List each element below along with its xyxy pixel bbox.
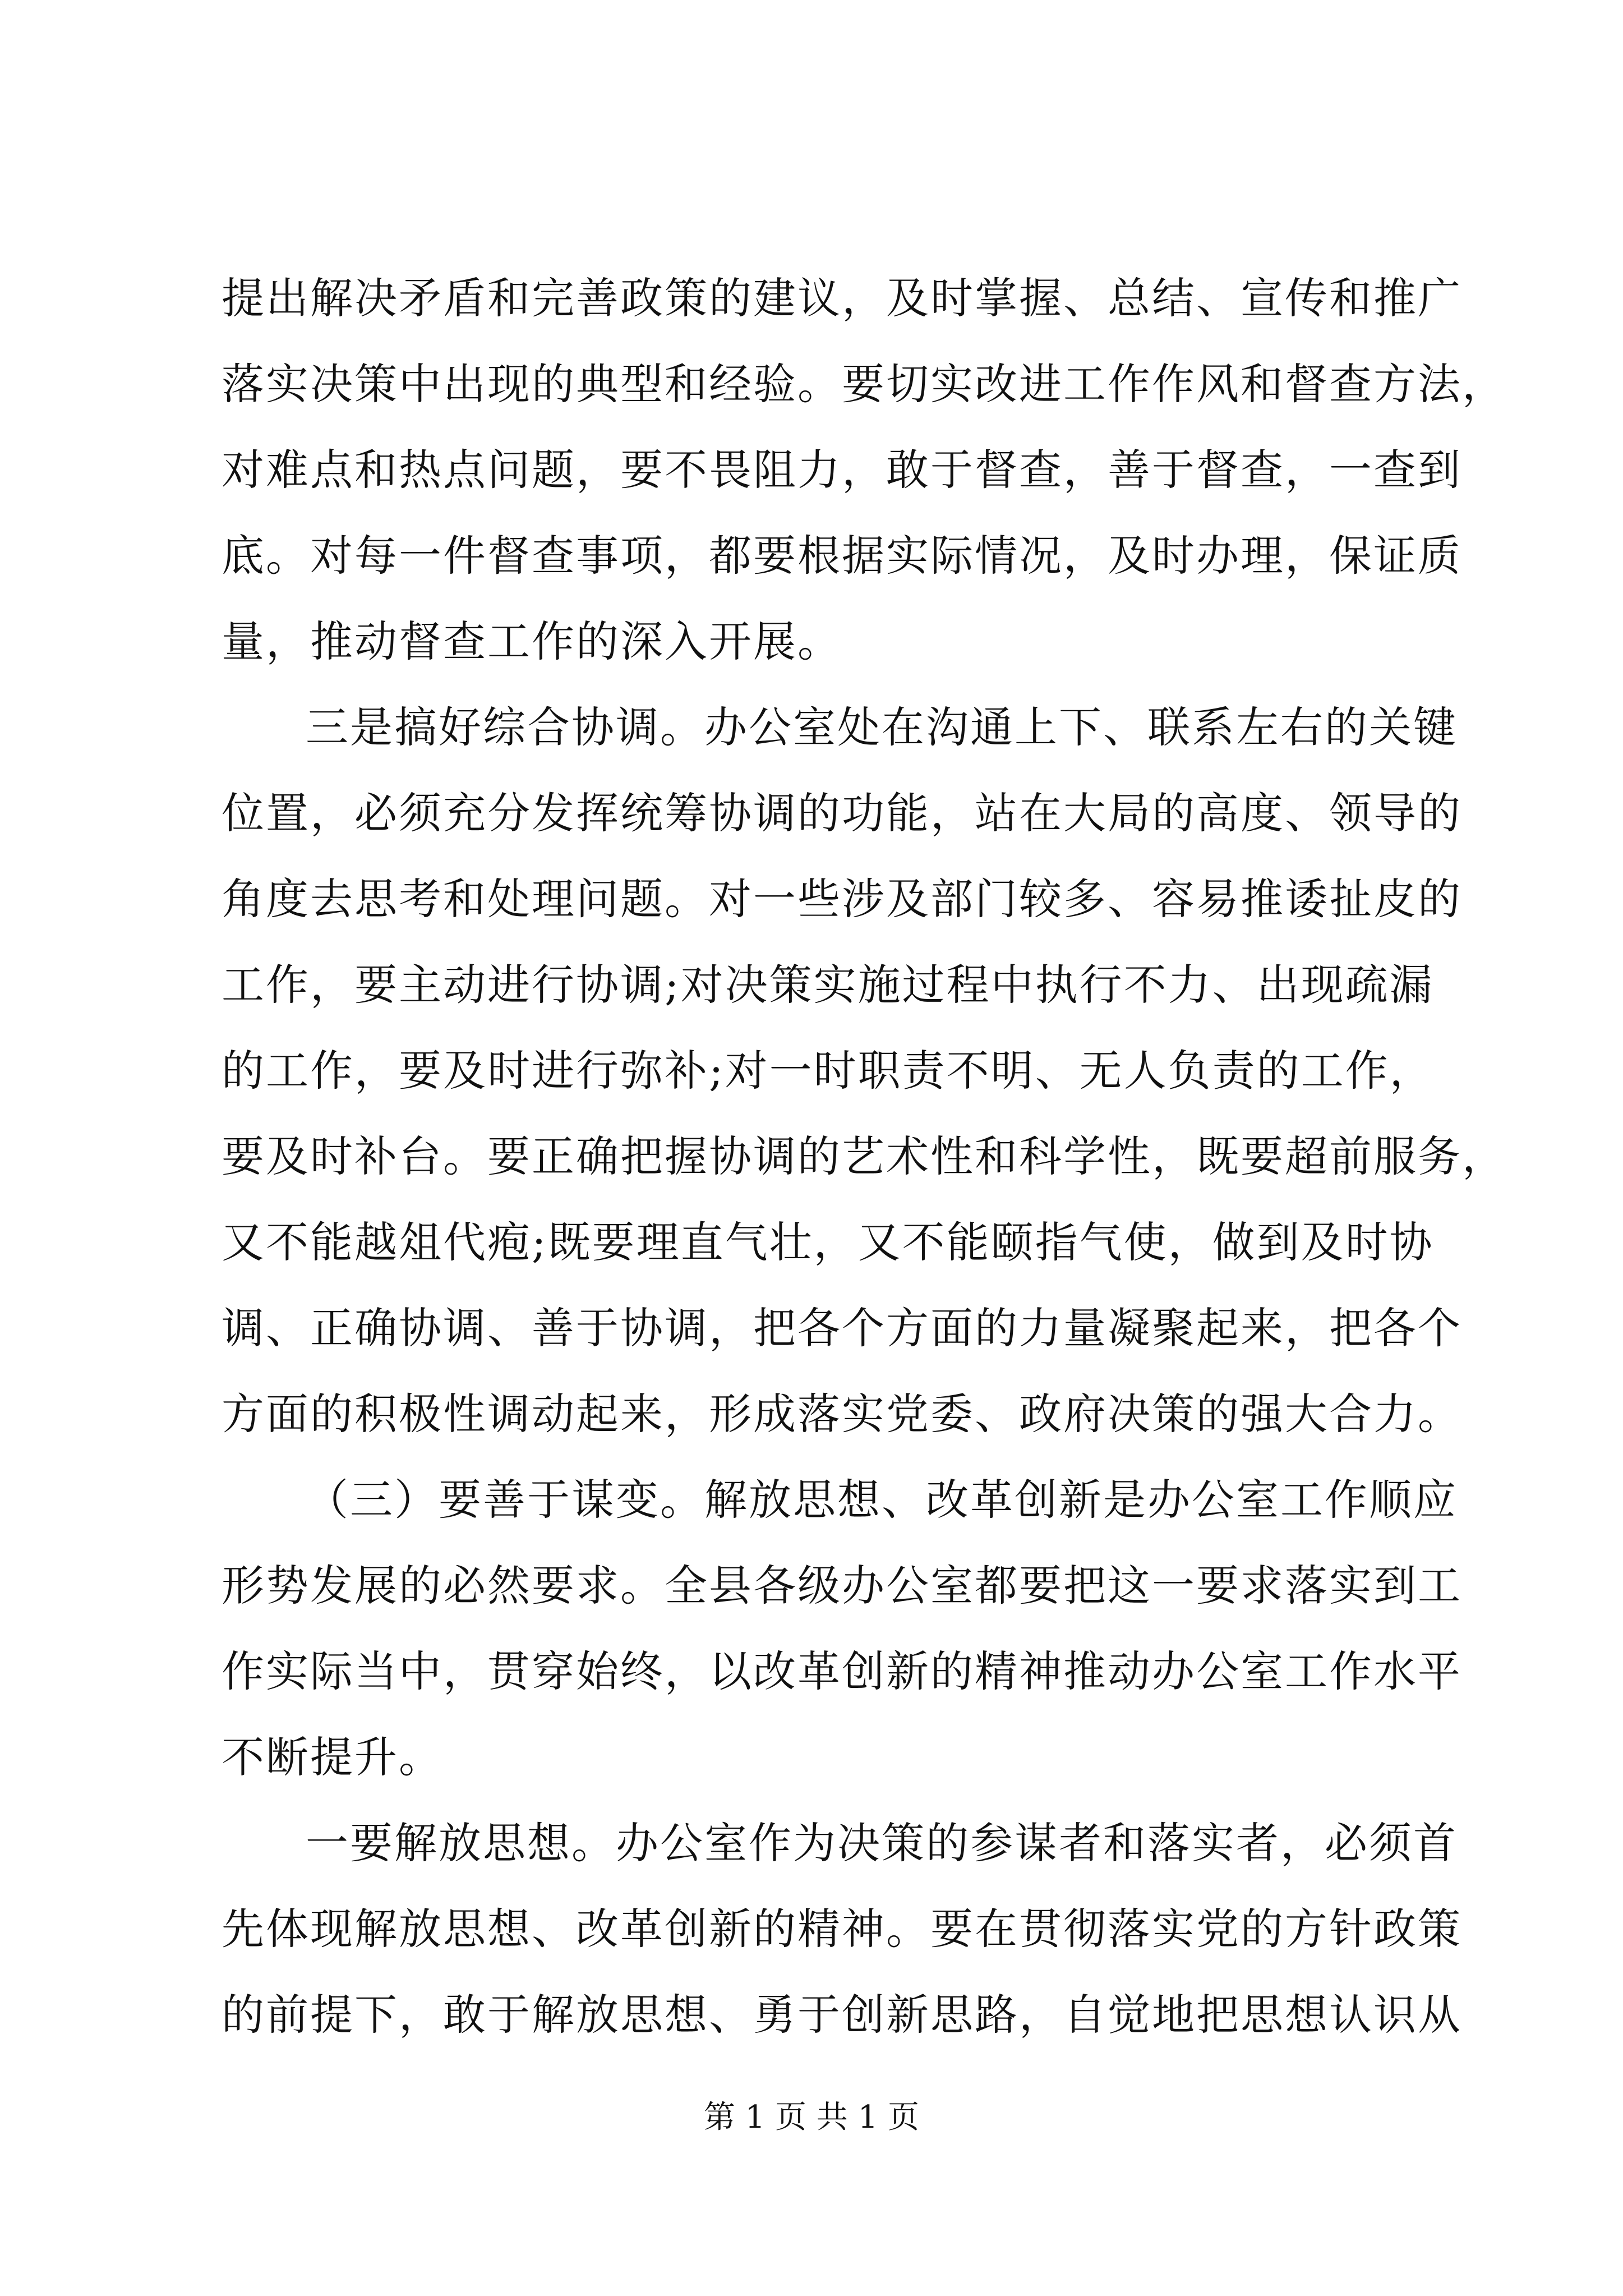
text-line: 先体现解放思想、改革创新的精神。要在贯彻落实党的方针政策 [222,1904,1462,1954]
document-body [222,255,1506,2058]
text-line: 对难点和热点问题，要不畏阻力，敢于督查，善于督查，一查到 [222,445,1462,495]
text-line: 方面的积极性调动起来，形成落实党委、政府决策的强大合力。 [222,1389,1462,1439]
section-heading-line: （三）要善于谋变。解放思想、改革创新是办公室工作顺应 [306,1475,1458,1525]
text-line: 又不能越俎代疱;既要理直气壮，又不能颐指气使，做到及时协 [222,1217,1434,1267]
text-line: 落实决策中出现的典型和经验。要切实改进工作作风和督查方法， [222,359,1506,409]
text-line: 提出解决矛盾和完善政策的建议，及时掌握、总结、宣传和推广 [222,273,1462,323]
text-line: 位置，必须充分发挥统筹协调的功能，站在大局的高度、领导的 [222,788,1462,838]
text-line: 工作，要主动进行协调;对决策实施过程中执行不力、出现疏漏 [222,960,1434,1010]
page-number-footer: 第 1 页 共 1 页 [703,2099,920,2136]
text-line: 不断提升。 [222,1732,443,1782]
text-line: 调、正确协调、善于协调，把各个方面的力量凝聚起来，把各个 [222,1303,1462,1353]
text-line: 角度去思考和处理问题。对一些涉及部门较多、容易推诿扯皮的 [222,874,1462,924]
text-line: 的工作，要及时进行弥补;对一时职责不明、无人负责的工作， [222,1046,1434,1096]
text-line: 量，推动督查工作的深入开展。 [222,616,842,666]
text-line: 要及时补台。要正确把握协调的艺术性和科学性，既要超前服务， [222,1131,1506,1181]
text-line: 底。对每一件督查事项，都要根据实际情况，及时办理，保证质 [222,531,1462,581]
text-line: 作实际当中，贯穿始终，以改革创新的精神推动办公室工作水平 [222,1646,1462,1696]
paragraph-start-line: 三是搞好综合协调。办公室处在沟通上下、联系左右的关键 [306,702,1458,752]
paragraph-start-line: 一要解放思想。办公室作为决策的参谋者和落实者，必须首 [306,1818,1458,1868]
text-line: 的前提下，敢于解放思想、勇于创新思路，自觉地把思想认识从 [222,1990,1462,2040]
text-line: 形势发展的必然要求。全县各级办公室都要把这一要求落实到工 [222,1561,1462,1611]
